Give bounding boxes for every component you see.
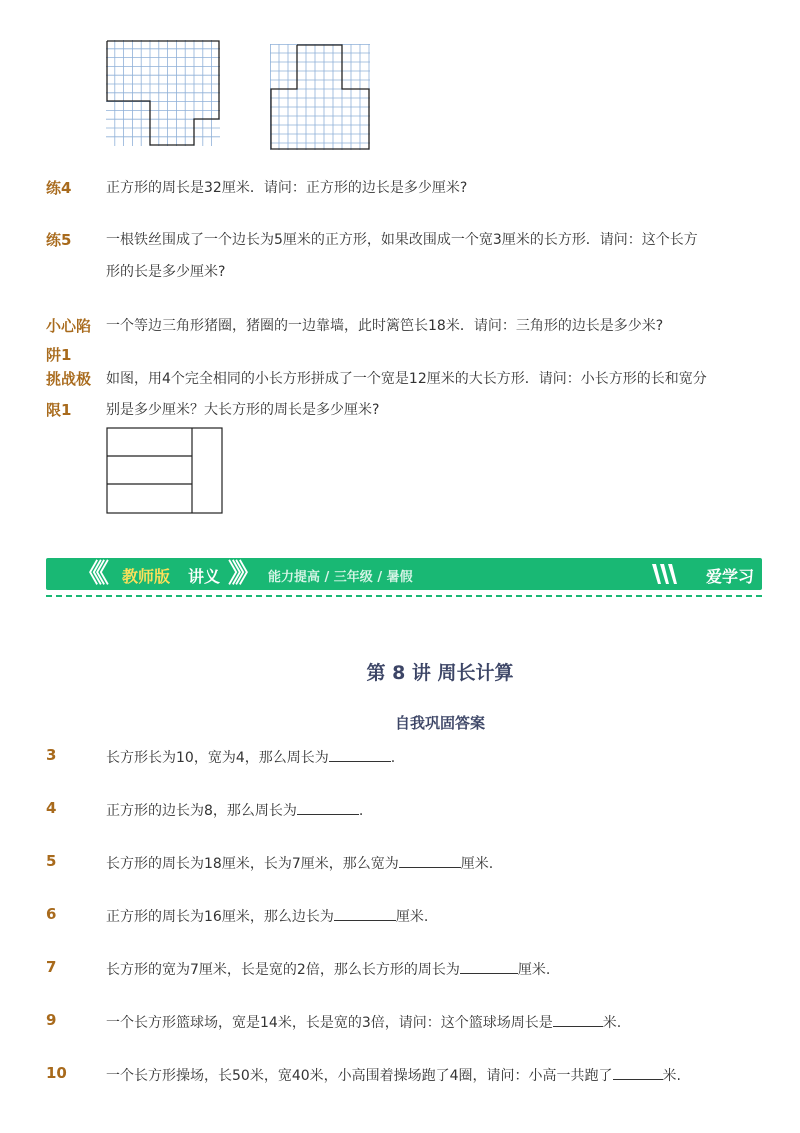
- answer-unit: 厘米.: [395, 909, 429, 925]
- trap-label-part2: 阱1: [46, 346, 72, 364]
- exercise-label-5: 练5: [46, 231, 72, 249]
- answer-num: 7: [46, 958, 57, 976]
- exercise-label-4: 练4: [46, 179, 72, 197]
- exercise-text-5-line2: 形的长是多少厘米?: [106, 264, 226, 280]
- grid-figure-left: [106, 40, 220, 146]
- lecture-title: 第 8 讲 周长计算: [366, 662, 514, 684]
- banner-title-notes: 讲义: [188, 567, 221, 586]
- answer-blank: [553, 1012, 603, 1027]
- brand-logo-text: 爱学习: [705, 567, 754, 586]
- answer-unit: .: [358, 803, 364, 819]
- rectangles-figure: [106, 427, 224, 515]
- answer-line: [106, 747, 395, 768]
- banner-divider: [46, 595, 762, 597]
- answer-line: [106, 800, 363, 821]
- answer-text: 长方形的宽为7厘米，长是宽的2倍，那么长方形的周长为: [106, 962, 460, 978]
- answer-text: 一个长方形篮球场，宽是14米，长是宽的3倍，请问：这个篮球场周长是: [106, 1015, 553, 1031]
- answer-num: 3: [46, 746, 57, 764]
- answer-line: [106, 1065, 681, 1086]
- challenge-text-line1: 如图，用4个完全相同的小长方形拼成了一个宽是12厘米的大长方形．请问：小长方形的长和宽分: [106, 371, 707, 387]
- chevrons-left: 《《: [76, 559, 104, 589]
- trap-label-part1: 小心陷: [46, 317, 92, 335]
- challenge-label-part1: 挑战极: [46, 370, 92, 388]
- answer-text: 长方形长为10，宽为4，那么周长为: [106, 750, 329, 766]
- banner-breadcrumb: 能力提高 / 三年级 / 暑假: [268, 570, 413, 585]
- exercise-text-4: 正方形的周长是32厘米．请问：正方形的边长是多少厘米?: [106, 180, 468, 196]
- answer-blank: [329, 747, 391, 762]
- challenge-text-line2: 别是多少厘米？大长方形的周长是多少厘米?: [106, 402, 380, 418]
- answer-unit: 米.: [662, 1068, 681, 1084]
- answer-blank: [613, 1065, 663, 1080]
- answer-text: 长方形的周长为18厘米，长为7厘米，那么宽为: [106, 856, 399, 872]
- logo-icon: [650, 562, 680, 586]
- answer-num: 4: [46, 799, 57, 817]
- answer-unit: 厘米.: [460, 856, 494, 872]
- answer-line: [106, 853, 493, 874]
- answer-blank: [334, 906, 396, 921]
- answer-num: 5: [46, 852, 57, 870]
- lecture-banner: [46, 558, 762, 590]
- trap-text: 一个等边三角形猪圈，猪圈的一边靠墙，此时篱笆长18米．请问：三角形的边长是多少米?: [106, 318, 664, 334]
- answer-blank: [297, 800, 359, 815]
- banner-title-teacher: 教师版: [122, 567, 171, 586]
- answer-text: 正方形的边长为8，那么周长为: [106, 803, 297, 819]
- answer-line: [106, 1012, 621, 1033]
- challenge-label-part2: 限1: [46, 401, 72, 419]
- chevrons-right: 》》: [228, 559, 256, 589]
- answer-num: 6: [46, 905, 57, 923]
- answer-unit: 厘米.: [517, 962, 551, 978]
- grid-figure-right: [270, 44, 370, 150]
- answer-unit: 米.: [602, 1015, 622, 1031]
- answer-num: 10: [46, 1064, 67, 1082]
- answer-text: 正方形的周长为16厘米，那么边长为: [106, 909, 334, 925]
- answer-num: 9: [46, 1011, 57, 1029]
- answer-blank: [399, 853, 461, 868]
- exercise-text-5-line1: 一根铁丝围成了一个边长为5厘米的正方形，如果改围成一个宽3厘米的长方形．请问：这个长方: [106, 232, 698, 248]
- answer-line: [106, 959, 550, 980]
- section-title: 自我巩固答案: [394, 714, 485, 732]
- answer-blank: [460, 959, 518, 974]
- answer-unit: .: [390, 750, 396, 766]
- answer-text: 一个长方形操场，长50米，宽40米，小高围着操场跑了4圈，请问：小高一共跑了: [106, 1068, 613, 1084]
- answer-line: [106, 906, 428, 927]
